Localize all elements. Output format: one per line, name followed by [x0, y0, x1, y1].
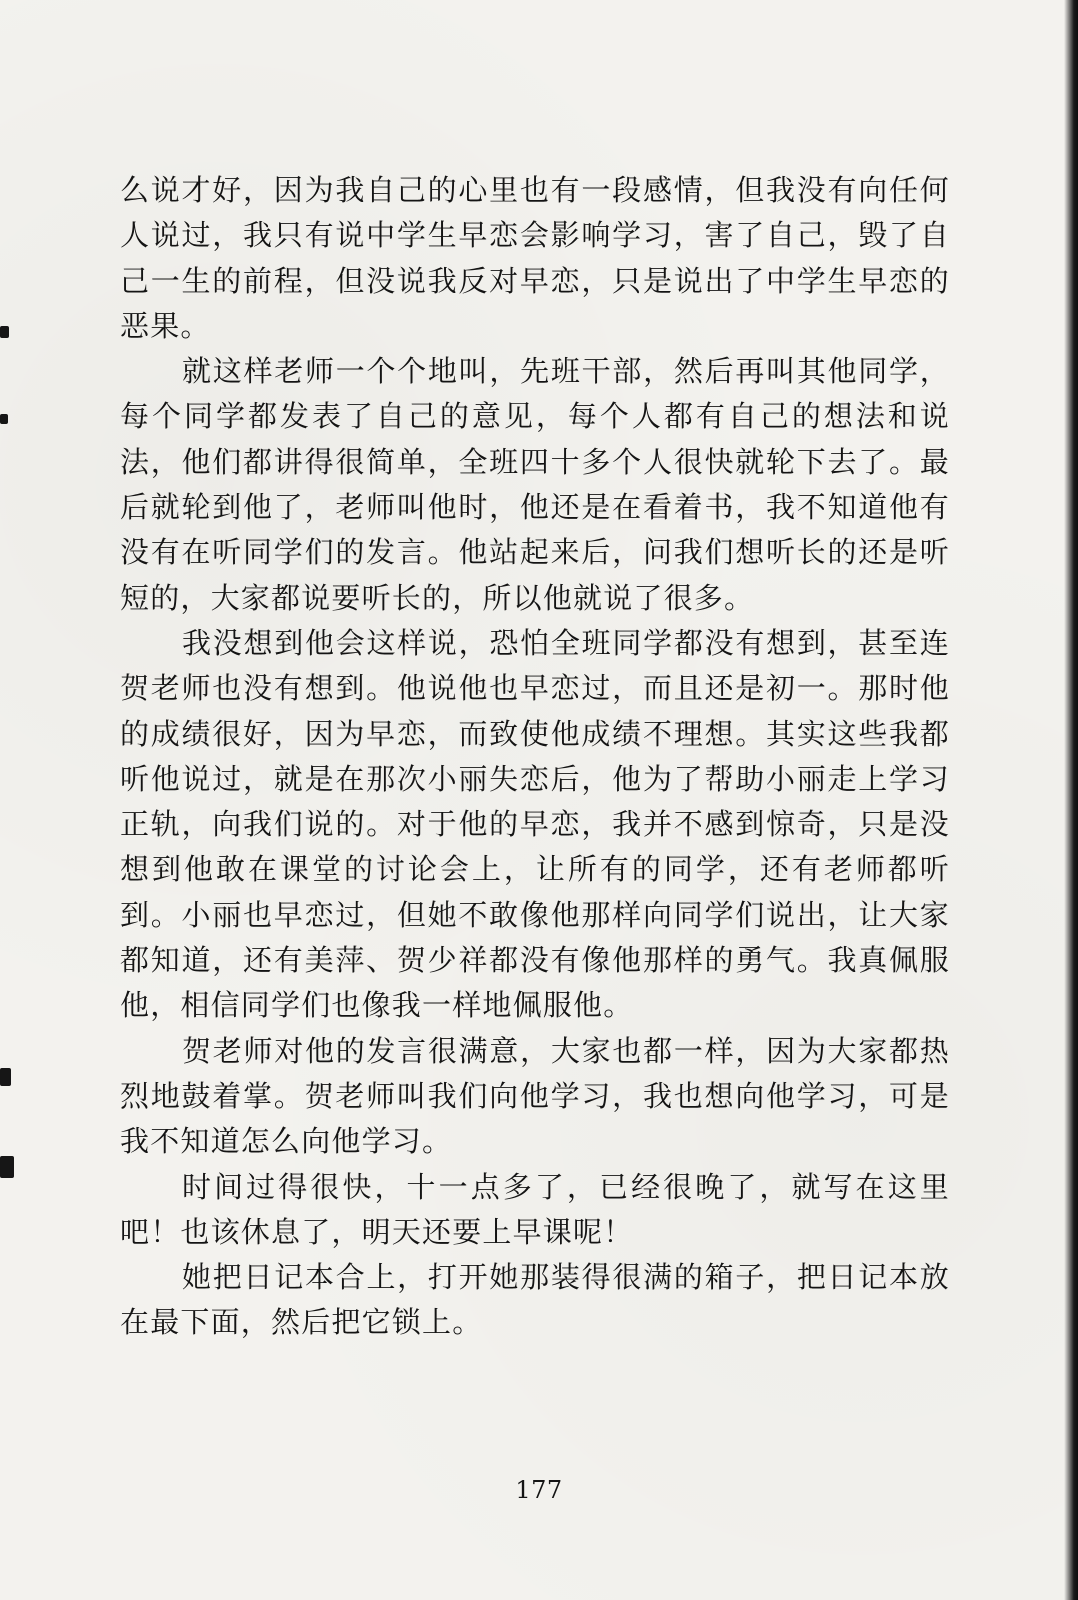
scan-speck [0, 326, 9, 338]
paragraph: 么说才好，因为我自己的心里也有一段感情，但我没有向任何人说过，我只有说中学生早恋会影响学习，害了自己，毁了自己一生的前程，但没说我反对早恋，只是说出了中学生早恋的恶果。 [120, 173, 950, 343]
paragraph: 时间过得很快，十一点多了，已经很晚了，就写在这里吧！也该休息了，明天还要上早课呢！ [120, 1169, 950, 1249]
page-number: 177 [515, 1476, 563, 1504]
scan-speck [0, 1068, 11, 1086]
body-text [120, 168, 950, 1346]
scan-speck [0, 1156, 14, 1178]
paragraph: 我没想到他会这样说，恐怕全班同学都没有想到，甚至连贺老师也没有想到。他说他也早恋过，而且还是初一。那时他的成绩很好，因为早恋，而致使他成绩不理想。其实这些我都听他说过，就是在那次小丽失恋后，他为了帮助小丽走上学习正轨，向我们说的。对于他的早恋，我并不感到惊奇，只是没想到他敢在课堂的讨论会上，让所有的同学，还有老师都听到。小丽也早恋过，但她不敢像他那样向同学们说出，让大家都知道，还有美萍、贺少祥都没有像他那样的勇气。我真佩服他，相信同学们也像我一样地佩服他。 [120, 625, 950, 1023]
paragraph: 就这样老师一个个地叫，先班干部，然后再叫其他同学，每个同学都发表了自己的意见，每个人都有自己的想法和说法，他们都讲得很简单，全班四十多个人很快就轮下去了。最后就轮到他了，老师叫他时，他还是在看着书，我不知道他有没有在听同学们的发言。他站起来后，问我们想听长的还是听短的，大家都说要听长的，所以他就说了很多。 [120, 354, 950, 615]
page-edge-shadow [1064, 0, 1078, 1600]
paragraph: 贺老师对他的发言很满意，大家也都一样，因为大家都热烈地鼓着掌。贺老师叫我们向他学习，我也想向他学习，可是我不知道怎么向他学习。 [120, 1033, 950, 1159]
paragraph: 她把日记本合上，打开她那装得很满的箱子，把日记本放在最下面，然后把它锁上。 [120, 1260, 950, 1340]
scan-speck [0, 414, 8, 424]
